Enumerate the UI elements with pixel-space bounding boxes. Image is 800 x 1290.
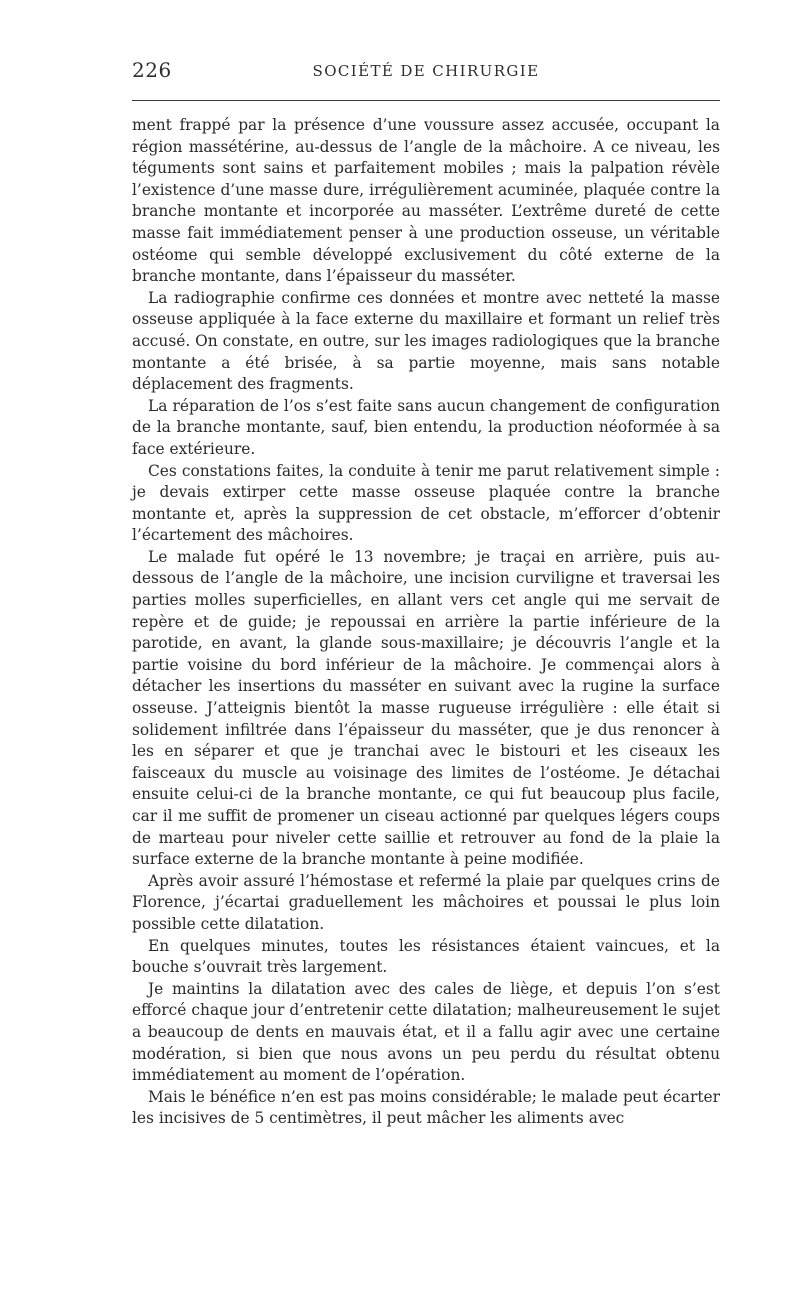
body-text [132, 115, 720, 1130]
paragraph-7: En quelques minutes, toutes les résistances étaient vaincues, et la bouche s’ouvrait très largement. [132, 936, 720, 977]
paragraph-1: ment frappé par la présence d’une voussure assez accusée, occupant la région massétérine, au-dessus de l’angle de la mâchoire. A ce niveau, les téguments sont sains et parfaitement mobiles ; mais la palpation révèle l’existence d’une masse dure, irrégulièrement acuminée, plaquée contre la branche montante et incorporée au masséter. L’extrême dureté de cette masse fait immédiatement penser à une production osseuse, un véritable ostéome qui semble développé exclusivement du côté externe de la branche montante, dans l’épaisseur du masséter. [132, 116, 720, 286]
running-title: SOCIÉTÉ DE CHIRURGIE [312, 62, 540, 80]
header-divider [132, 100, 720, 101]
paragraph-9: Mais le bénéfice n’en est pas moins considérable; le malade peut écarter les incisives de 5 centimètres, il peut mâcher les aliments avec [132, 1087, 720, 1128]
page-number: 226 [132, 58, 172, 82]
paragraph-5: Le malade fut opéré le 13 novembre; je traçai en arrière, puis au-dessous de l’angle de la mâchoire, une incision curviligne et traversai les parties molles superficielles, en allant vers cet angle qui me servait de repère et de guide; je repoussai en arrière la partie inférieure de la parotide, en avant, la glande sous-maxillaire; je découvris l’angle et la partie voisine du bord inférieur de la mâchoire. Je commençai alors à détacher les insertions du masséter en suivant avec la rugine la surface osseuse. J’atteignis bientôt la masse rugueuse irrégulière : elle était si solidement infiltrée dans l’épaisseur du masséter, que je dus renoncer à les en séparer et que je tranchai avec le bistouri et les ciseaux les faisceaux du muscle au voisinage des limites de l’ostéome. Je détachai ensuite celui-ci de la branche montante, ce qui fut beaucoup plus facile, car il me suffit de promener un ciseau actionné par quelques légers coups de marteau pour niveler cette saillie et retrouver au fond de la plaie la surface externe de la branche montante à peine modifiée. [132, 547, 720, 869]
paragraph-8: Je maintins la dilatation avec des cales de liège, et depuis l’on s’est efforcé chaque jour d’entretenir cette dilatation; malheureusement le sujet a beaucoup de dents en mauvais état, et il a fallu agir avec une certaine modération, si bien que nous avons un peu perdu du résultat obtenu immédiatement au moment de l’opération. [132, 979, 720, 1085]
paragraph-4: Ces constations faites, la conduite à tenir me parut relativement simple : je devais extirper cette masse osseuse plaquée contre la branche montante et, après la suppression de cet obstacle, m’efforcer d’obtenir l’écartement des mâchoires. [132, 461, 720, 545]
paragraph-3: La réparation de l’os s’est faite sans aucun changement de configuration de la branche montante, sauf, bien entendu, la production néoformée à sa face extérieure. [132, 396, 720, 458]
paragraph-6: Après avoir assuré l’hémostase et refermé la plaie par quelques crins de Florence, j’écartai graduellement les mâchoires et poussai le plus loin possible cette dilatation. [132, 871, 720, 933]
page-header [132, 58, 720, 88]
paragraph-2: La radiographie confirme ces données et montre avec netteté la masse osseuse appliquée à la face externe du maxillaire et formant un relief très accusé. On constate, en outre, sur les images radiologiques que la branche montante a été brisée, à sa partie moyenne, mais sans notable déplacement des fragments. [132, 288, 720, 394]
